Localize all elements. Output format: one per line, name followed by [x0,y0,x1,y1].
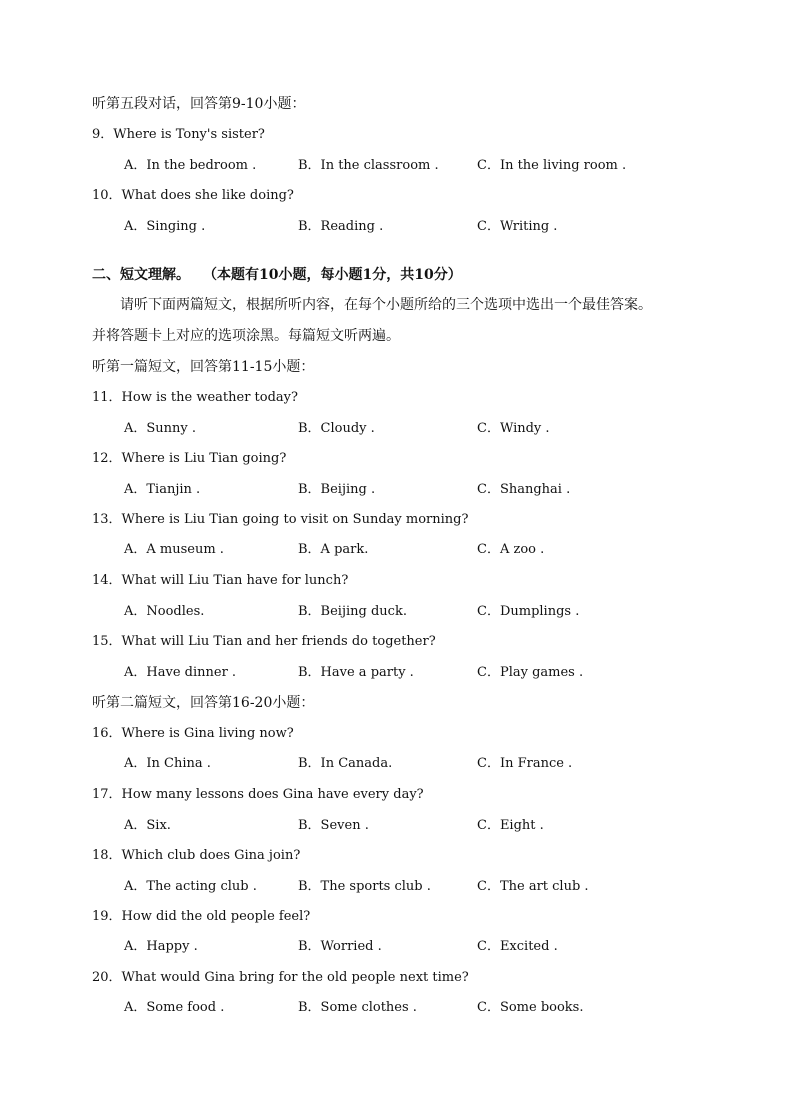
option-c: C．Some books. [477,1000,584,1015]
dialogue5-header: 听第五段对话，回答第9-10小题： [92,96,306,112]
option-b: B．In the classroom . [298,158,439,173]
option-b: B．Seven . [298,818,369,833]
option-b: B．Have a party . [298,665,414,680]
option-b: B．In Canada. [298,756,393,771]
option-b: B．Some clothes . [298,1000,417,1015]
part2-title: 二、短文理解。 [92,267,190,283]
option-c: C．Shanghai . [477,482,571,497]
option-c: C．Play games . [477,665,584,680]
question-stem: 19．How did the old people feel? [92,909,311,924]
option-c: C．In the living room . [477,158,627,173]
question-stem: 20．What would Gina bring for the old people next time? [92,970,469,985]
part2-points: （本题有10小题，每小题1分，共10分） [210,267,462,283]
part2-instructions-line2: 并将答题卡上对应的选项涂黑。每篇短文听两遍。 [92,328,400,344]
question-stem: 11．How is the weather today? [92,390,298,405]
option-b: B．Beijing duck. [298,604,407,619]
question-stem: 18．Which club does Gina join? [92,848,301,863]
option-a: A．Sunny . [124,421,197,436]
option-c: C．Excited . [477,939,558,954]
option-b: B．Worried . [298,939,382,954]
option-a: A．The acting club . [124,879,257,894]
option-a: A．In the bedroom . [124,158,257,173]
part2-instructions-line1: 请听下面两篇短文，根据所听内容，在每个小题所给的三个选项中选出一个最佳答案。 [120,297,652,313]
answer-options [0,878,794,896]
option-c: C．In France . [477,756,573,771]
answer-options [0,541,794,559]
passage1-header: 听第一篇短文，回答第11-15小题： [92,359,315,375]
option-c: C．The art club . [477,879,589,894]
option-a: A．Have dinner . [124,665,237,680]
option-b: B．A park. [298,542,369,557]
answer-options [0,817,794,835]
question-stem: 14．What will Liu Tian have for lunch? [92,573,349,588]
answer-options [0,603,794,621]
question-stem: 9．Where is Tony's sister? [92,127,265,142]
part2-heading [92,266,462,284]
answer-options [0,157,794,175]
option-c: C．Dumplings . [477,604,580,619]
option-a: A．In China . [124,756,211,771]
option-a: A．A museum . [124,542,224,557]
question-stem: 16．Where is Gina living now? [92,726,294,741]
option-b: B．The sports club . [298,879,431,894]
question-stem: 12．Where is Liu Tian going? [92,451,287,466]
question-stem: 13．Where is Liu Tian going to visit on Sunday morning? [92,512,469,527]
option-c: C．Windy . [477,421,550,436]
answer-options [0,218,794,236]
option-a: A．Some food . [124,1000,225,1015]
option-a: A．Six. [124,818,171,833]
answer-options [0,755,794,773]
answer-options [0,938,794,956]
option-b: B．Cloudy . [298,421,375,436]
answer-options [0,420,794,438]
question-stem: 15．What will Liu Tian and her friends do together? [92,634,436,649]
question-stem: 10．What does she like doing? [92,188,294,203]
passage2-header: 听第二篇短文，回答第16-20小题： [92,695,315,711]
option-a: A．Noodles. [124,604,205,619]
option-a: A．Singing . [124,219,206,234]
option-c: C．A zoo . [477,542,545,557]
answer-options [0,999,794,1017]
option-a: A．Happy . [124,939,198,954]
answer-options [0,664,794,682]
option-a: A．Tianjin . [124,482,201,497]
question-stem: 17．How many lessons does Gina have every day? [92,787,424,802]
option-c: C．Writing . [477,219,558,234]
option-b: B．Reading . [298,219,384,234]
answer-options [0,481,794,499]
option-c: C．Eight . [477,818,544,833]
option-b: B．Beijing . [298,482,376,497]
